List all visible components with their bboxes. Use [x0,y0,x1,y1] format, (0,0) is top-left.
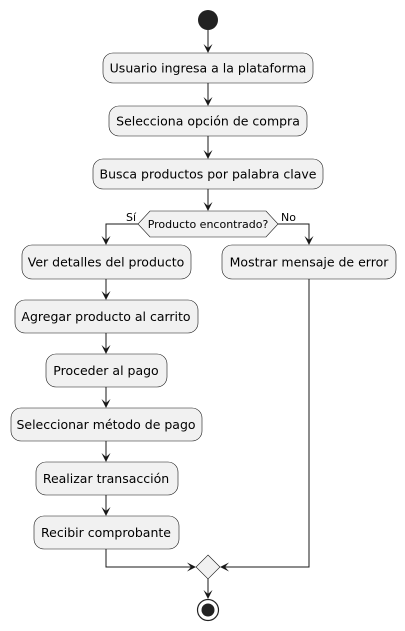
end-node [198,600,219,621]
activity-payment-method [11,408,202,441]
activity-error-label: Mostrar mensaje de error [229,254,389,270]
activity-error [222,245,396,279]
activity-payment-method-label: Seleccionar método de pago [16,417,196,432]
activity-view-details [22,245,191,279]
start-node [198,10,218,30]
activity-checkout [46,354,167,387]
decision-yes-label: Sí [126,211,137,224]
edge-error-merge [223,279,309,567]
edge-receipt-merge [106,549,193,567]
activity-receipt-label: Recibir comprobante [41,525,171,540]
activity-search-label: Busca productos por palabra clave [99,166,317,182]
activity-login [103,53,313,83]
activity-add-to-cart [15,300,198,333]
decision-no-label: No [281,211,296,224]
merge-node [196,555,220,579]
activity-receipt [34,516,179,549]
decision-question-label: Producto encontrado? [147,218,269,231]
edge-decision-no [278,224,309,242]
activity-add-to-cart-label: Agregar producto al carrito [21,309,191,324]
activity-transaction-label: Realizar transacción [42,471,170,486]
edge-decision-yes [106,224,138,242]
activity-select-option-label: Selecciona opción de compra [116,113,300,129]
activity-login-label: Usuario ingresa a la plataforma [109,60,307,76]
activity-select-option [109,106,307,136]
decision-product-found [138,211,278,237]
activity-transaction [36,462,178,495]
activity-view-details-label: Ver detalles del producto [27,254,185,270]
activity-search [93,159,323,189]
activity-checkout-label: Proceder al pago [53,363,159,378]
